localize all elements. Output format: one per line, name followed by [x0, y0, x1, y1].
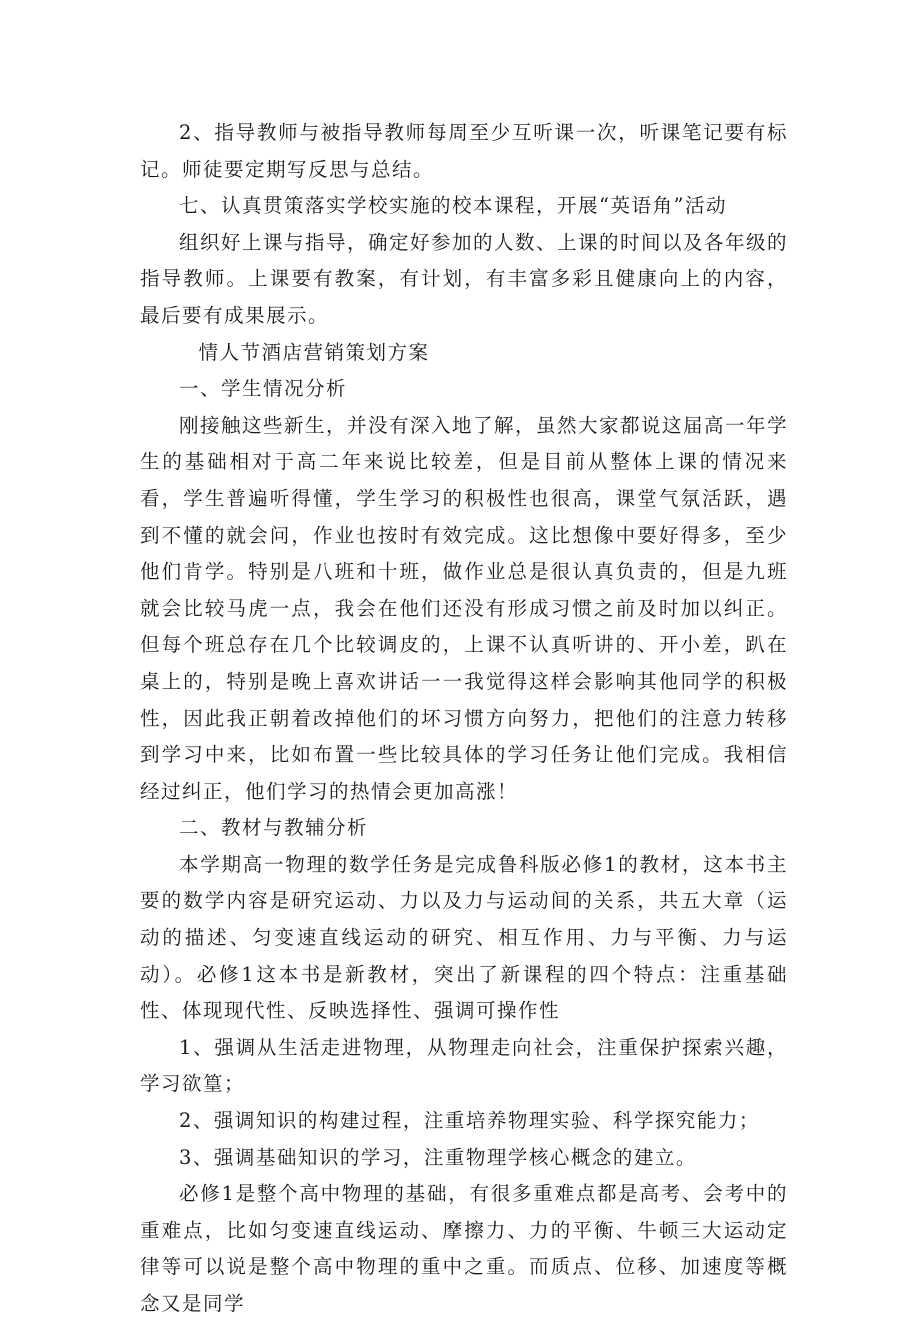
paragraph-physics-foundation: 必修1是整个高中物理的基础，有很多重难点都是高考、会考中的重难点，比如匀变速直线运动、摩擦力、力的平衡、牛顿三大运动定律等可以说是整个高中物理的重中之重。而质点、位移、加速度等概念又是同学: [140, 1182, 788, 1315]
document-page: [140, 115, 788, 1323]
heading-textbook-analysis: 二、教材与教辅分析: [179, 816, 369, 840]
heading-english-corner: 七、认真贯策落实学校实施的校本课程，开展“英语角”活动: [179, 194, 727, 218]
document-title: 情人节酒店营销策划方案: [198, 340, 430, 364]
paragraph-mentoring: 2、指导教师与被指导教师每周至少互听课一次，听课笔记要有标记。师徒要定期写反思与总结。: [140, 121, 788, 181]
list-item-1: 1、强调从生活走进物理，从物理走向社会，注重保护探索兴趣，学习欲篁；: [140, 1035, 788, 1096]
list-item-2: 2、强调知识的构建过程，注重培养物理实验、科学探究能力；: [179, 1109, 760, 1133]
paragraph-student-analysis: 刚接触这些新生，并没有深入地了解，虽然大家都说这届高一年学生的基础相对于高二年来说比较差，但是目前从整体上课的情况来看，学生普遍听得懂，学生学习的积极性也很高，课堂气氛活跃，遇到不懂的就会问，作业也按时有效完成。这比想像中要好得多，至少他们肯学。特别是八班和十班，做作业总是很认真负责的，但是九班就会比较马虎一点，我会在他们还没有形成习惯之前及时加以纠正。但每个班总存在几个比较调皮的，上课不认真听讲的、开小差，趴在桌上的，特别是晚上喜欢讲话一一我觉得这样会影响其他同学的积极性，因此我正朝着改掉他们的坏习惯方向努力，把他们的注意力转移到学习中来，比如布置一些比较具体的学习任务让他们完成。我相信经过纠正，他们学习的热情会更加高涨！: [140, 413, 789, 803]
heading-student-analysis: 一、学生情况分析: [179, 377, 348, 401]
paragraph-english-corner: 组织好上课与指导，确定好参加的人数、上课的时间以及各年级的指导教师。上课要有教案，有计划，有丰富多彩且健康向上的内容，最后要有成果展示。: [140, 230, 789, 327]
paragraph-textbook-analysis: 本学期高一物理的数学任务是完成鲁科版必修1的教材，这本书主要的数学内容是研究运动、力以及力与运动间的关系，共五大章（运动的描述、匀变速直线运动的研究、相互作用、力与平衡、力与运动）。必修1这本书是新教材，突出了新课程的四个特点：注重基础性、体现现代性、反映选择性、强调可操作性: [140, 852, 788, 1023]
list-item-3: 3、强调基础知识的学习，注重物理学核心概念的建立。: [179, 1145, 697, 1169]
